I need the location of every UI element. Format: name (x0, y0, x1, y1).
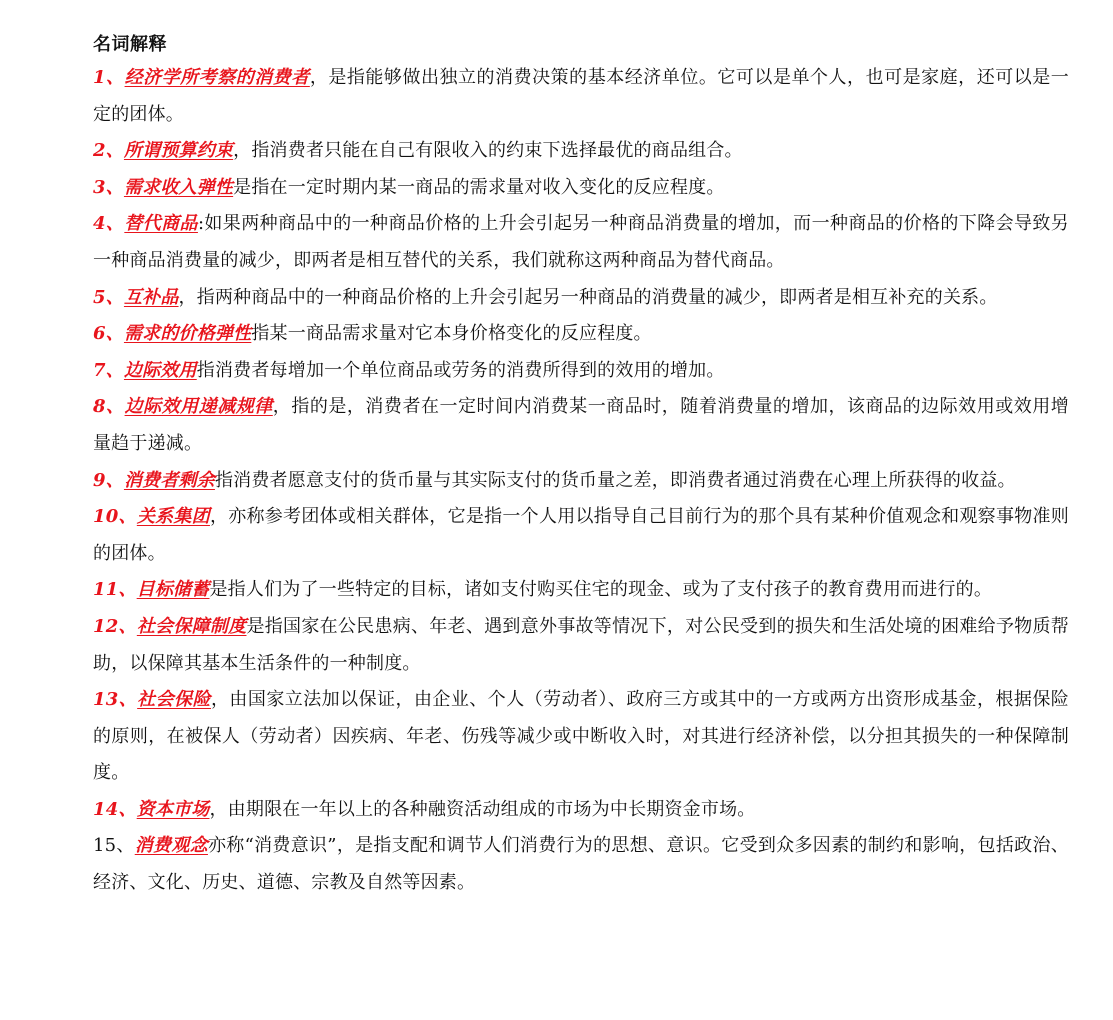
entry-term: 消费者剩余 (123, 469, 215, 491)
entry-term: 关系集团 (136, 506, 210, 528)
glossary-entry-14 (93, 792, 1069, 829)
entry-term: 互补品 (123, 286, 179, 308)
entry-definition: 是指国家在公民患病、年老、遇到意外事故等情况下，对公民受到的损失和生活处境的困难给予物质帮助，以保障其基本生活条件的一种制度。 (93, 615, 1069, 674)
entry-number: 7、 (93, 359, 124, 381)
entry-definition: 指消费者愿意支付的货币量与其实际支付的货币量之差，即消费者通过消费在心理上所获得的收益。 (214, 469, 1016, 491)
entry-separator: : (197, 213, 205, 235)
glossary-entry-3 (93, 170, 1069, 207)
glossary-entry-12 (93, 609, 1069, 682)
glossary-entry-13 (93, 682, 1069, 792)
entry-definition: 指消费者只能在自己有限收入的约束下选择最优的商品组合。 (251, 140, 743, 162)
glossary-entry-6 (93, 316, 1069, 353)
entry-number: 12、 (93, 615, 137, 637)
glossary-page (93, 30, 1069, 902)
glossary-entry-4 (93, 206, 1069, 279)
entry-number: 10、 (93, 506, 137, 528)
glossary-entry-5 (93, 280, 1069, 317)
glossary-entry-9 (93, 463, 1069, 500)
entry-separator: ， (233, 140, 252, 162)
entry-definition: 是指人们为了一些特定的目标，诸如支付购买住宅的现金、或为了支付孩子的教育费用而进行的。 (209, 579, 993, 601)
entry-definition: 由国家立法加以保证，由企业、个人（劳动者）、政府三方或其中的一方或两方出资形成基金，根据保险的原则，在被保人（劳动者）因疾病、年老、伤残等减少或中断收入时，对其进行经济补偿，以分担其损失的一种保障制度。 (93, 689, 1069, 784)
glossary-entry-7 (93, 353, 1069, 390)
entry-number: 14、 (93, 798, 137, 820)
entry-term: 消费观念 (134, 835, 208, 857)
entry-term: 社会保险 (137, 689, 211, 711)
entry-definition: 指消费者每增加一个单位商品或劳务的消费所得到的效用的增加。 (196, 359, 725, 381)
glossary-entry-15 (93, 828, 1069, 901)
entry-number: 6、 (93, 323, 124, 345)
entry-term: 经济学所考察的消费者 (124, 67, 310, 88)
section-heading: 名词解释 (93, 34, 167, 55)
entry-separator: ， (209, 506, 229, 528)
entry-term: 边际效用递减规律 (124, 396, 273, 418)
entry-definition: 指的是，消费者在一定时间内消费某一商品时，随着消费量的增加，该商品的边际效用或效用增量趋于递减。 (93, 396, 1069, 454)
entry-term: 目标储蓄 (136, 579, 210, 601)
entry-term: 社会保障制度 (136, 615, 247, 637)
entry-term: 资本市场 (136, 798, 210, 820)
entry-number: 9、 (93, 469, 124, 491)
entry-number: 5、 (93, 286, 124, 308)
entry-term: 替代商品 (124, 213, 198, 235)
entry-term: 边际效用 (123, 359, 197, 381)
entry-term: 所谓预算约束 (123, 140, 234, 162)
glossary-entry-10 (93, 499, 1069, 572)
entry-definition: 由期限在一年以上的各种融资活动组成的市场为中长期资金市场。 (227, 798, 756, 820)
entry-definition: 亦称“消费意识”，是指支配和调节人们消费行为的思想、意识。它受到众多因素的制约和影响，包括政治、经济、文化、历史、道德、宗教及自然等因素。 (93, 835, 1069, 894)
entry-number: 13、 (93, 689, 138, 711)
entry-definition: 亦称参考团体或相关群体，它是指一个人用以指导自己目前行为的那个具有某种价值观念和观察事物准则的团体。 (93, 506, 1069, 564)
entry-number: 15、 (93, 835, 135, 857)
entry-number: 3、 (93, 176, 124, 198)
entry-number: 2、 (93, 140, 124, 162)
entry-definition: 如果两种商品中的一种商品价格的上升会引起另一种商品消费量的增加，而一种商品的价格的下降会导致另一种商品消费量的减少，即两者是相互替代的关系，我们就称这两种商品为替代商品。 (93, 213, 1069, 271)
entry-separator: ， (209, 798, 228, 820)
glossary-entry-1 (93, 60, 1069, 133)
entry-number: 11、 (93, 579, 137, 601)
entry-number: 8、 (93, 396, 125, 418)
entry-separator: ， (178, 286, 197, 308)
entry-number: 4、 (93, 213, 125, 235)
entry-definition: 指两种商品中的一种商品价格的上升会引起另一种商品的消费量的减少，即两者是相互补充的关系。 (196, 286, 998, 308)
glossary-entry-8 (93, 389, 1069, 462)
entry-separator: ， (210, 689, 230, 711)
entry-term: 需求的价格弹性 (123, 323, 252, 345)
entry-number: 1、 (93, 67, 125, 88)
entry-definition: 是指在一定时期内某一商品的需求量对收入变化的反应程度。 (233, 176, 725, 198)
entry-definition: 指某一商品需求量对它本身价格变化的反应程度。 (251, 323, 652, 345)
glossary-entry-11 (93, 572, 1069, 609)
entry-separator: ， (272, 396, 292, 418)
entry-definition: 是指能够做出独立的消费决策的基本经济单位。它可以是单个人，也可是家庭，还可以是一定的团体。 (93, 67, 1069, 125)
entry-separator: ， (309, 67, 329, 88)
entry-term: 需求收入弹性 (123, 176, 234, 198)
glossary-entry-2 (93, 133, 1069, 170)
